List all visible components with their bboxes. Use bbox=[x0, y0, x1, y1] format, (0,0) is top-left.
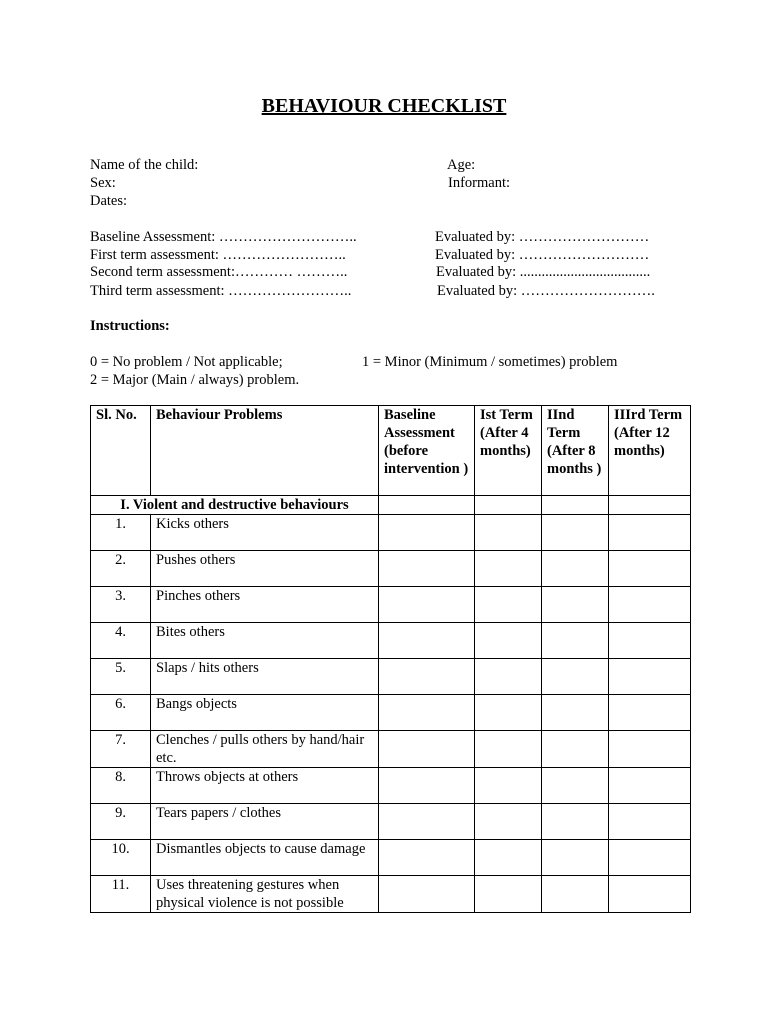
col-header-sl-no: Sl. No. bbox=[91, 406, 151, 496]
table-cell bbox=[379, 496, 475, 515]
term-3-cell bbox=[609, 876, 691, 913]
baseline-assessment-label: Baseline Assessment: ……………………….. bbox=[90, 229, 357, 245]
term-1-cell bbox=[475, 659, 542, 695]
baseline-cell bbox=[379, 587, 475, 623]
behaviour-description: Bites others bbox=[151, 623, 379, 659]
term-3-cell bbox=[609, 515, 691, 551]
table-row bbox=[91, 659, 691, 695]
baseline-cell bbox=[379, 840, 475, 876]
table-header-row bbox=[91, 406, 691, 496]
first-term-assessment-label: First term assessment: …………………….. bbox=[90, 247, 346, 263]
behaviour-description: Pinches others bbox=[151, 587, 379, 623]
second-term-assessment-label: Second term assessment:………… ……….. bbox=[90, 264, 348, 280]
table-cell bbox=[542, 496, 609, 515]
row-number: 3. bbox=[91, 587, 151, 623]
scale-one: 1 = Minor (Minimum / sometimes) problem bbox=[362, 354, 618, 370]
row-number: 9. bbox=[91, 804, 151, 840]
table-row bbox=[91, 840, 691, 876]
behaviour-description: Bangs objects bbox=[151, 695, 379, 731]
term-1-cell bbox=[475, 876, 542, 913]
term-2-cell bbox=[542, 695, 609, 731]
third-term-evaluated-label: Evaluated by: ………………………. bbox=[437, 283, 655, 299]
term-3-cell bbox=[609, 731, 691, 768]
term-2-cell bbox=[542, 768, 609, 804]
sex-label: Sex: bbox=[90, 175, 116, 191]
scale-two: 2 = Major (Main / always) problem. bbox=[90, 372, 300, 388]
child-name-label: Name of the child: bbox=[90, 157, 199, 173]
informant-label: Informant: bbox=[448, 175, 511, 191]
baseline-cell bbox=[379, 876, 475, 913]
baseline-cell bbox=[379, 515, 475, 551]
term-3-cell bbox=[609, 695, 691, 731]
age-label: Age: bbox=[447, 157, 476, 173]
section-row bbox=[91, 496, 691, 515]
section-label: I. Violent and destructive behaviours bbox=[91, 496, 379, 515]
term-2-cell bbox=[542, 623, 609, 659]
col-header-term-2: IInd Term (After 8 months ) bbox=[542, 406, 609, 496]
baseline-evaluated-label: Evaluated by: ……………………… bbox=[435, 229, 650, 245]
term-2-cell bbox=[542, 551, 609, 587]
behaviour-description: Kicks others bbox=[151, 515, 379, 551]
term-3-cell bbox=[609, 551, 691, 587]
row-number: 8. bbox=[91, 768, 151, 804]
term-2-cell bbox=[542, 587, 609, 623]
term-3-cell bbox=[609, 587, 691, 623]
row-number: 10. bbox=[91, 840, 151, 876]
baseline-cell bbox=[379, 695, 475, 731]
table-row bbox=[91, 804, 691, 840]
term-1-cell bbox=[475, 840, 542, 876]
row-number: 6. bbox=[91, 695, 151, 731]
col-header-term-1: Ist Term (After 4 months) bbox=[475, 406, 542, 496]
col-header-term-3: IIIrd Term (After 12 months) bbox=[609, 406, 691, 496]
row-number: 5. bbox=[91, 659, 151, 695]
term-2-cell bbox=[542, 840, 609, 876]
term-1-cell bbox=[475, 515, 542, 551]
row-number: 4. bbox=[91, 623, 151, 659]
term-2-cell bbox=[542, 804, 609, 840]
term-3-cell bbox=[609, 804, 691, 840]
table-row bbox=[91, 515, 691, 551]
term-1-cell bbox=[475, 768, 542, 804]
baseline-cell bbox=[379, 768, 475, 804]
term-3-cell bbox=[609, 768, 691, 804]
col-header-behaviour: Behaviour Problems bbox=[151, 406, 379, 496]
third-term-assessment-label: Third term assessment: …………………….. bbox=[90, 283, 352, 299]
baseline-cell bbox=[379, 659, 475, 695]
behaviour-table bbox=[90, 405, 691, 913]
term-1-cell bbox=[475, 623, 542, 659]
term-1-cell bbox=[475, 731, 542, 768]
term-1-cell bbox=[475, 551, 542, 587]
second-term-evaluated-label: Evaluated by: .................................... bbox=[436, 264, 651, 280]
term-2-cell bbox=[542, 731, 609, 768]
table-row bbox=[91, 731, 691, 768]
dates-label: Dates: bbox=[90, 193, 128, 209]
behaviour-description: Clenches / pulls others by hand/hair etc. bbox=[151, 731, 379, 768]
term-1-cell bbox=[475, 587, 542, 623]
term-1-cell bbox=[475, 804, 542, 840]
term-3-cell bbox=[609, 840, 691, 876]
table-row bbox=[91, 695, 691, 731]
term-2-cell bbox=[542, 876, 609, 913]
behaviour-description: Slaps / hits others bbox=[151, 659, 379, 695]
baseline-cell bbox=[379, 551, 475, 587]
instructions-heading: Instructions: bbox=[90, 318, 170, 334]
table-row bbox=[91, 876, 691, 913]
table-row bbox=[91, 587, 691, 623]
row-number: 1. bbox=[91, 515, 151, 551]
behaviour-description: Uses threatening gestures when physical violence is not possible bbox=[151, 876, 379, 913]
behaviour-description: Pushes others bbox=[151, 551, 379, 587]
behaviour-description: Dismantles objects to cause damage bbox=[151, 840, 379, 876]
row-number: 7. bbox=[91, 731, 151, 768]
term-1-cell bbox=[475, 695, 542, 731]
table-cell bbox=[609, 496, 691, 515]
behaviour-description: Throws objects at others bbox=[151, 768, 379, 804]
term-2-cell bbox=[542, 659, 609, 695]
scale-zero: 0 = No problem / Not applicable; bbox=[90, 354, 283, 370]
table-row bbox=[91, 768, 691, 804]
table-row bbox=[91, 623, 691, 659]
first-term-evaluated-label: Evaluated by: ……………………… bbox=[435, 247, 650, 263]
term-3-cell bbox=[609, 659, 691, 695]
baseline-cell bbox=[379, 731, 475, 768]
col-header-baseline: Baseline Assessment (before intervention ) bbox=[379, 406, 475, 496]
behaviour-description: Tears papers / clothes bbox=[151, 804, 379, 840]
baseline-cell bbox=[379, 623, 475, 659]
row-number: 2. bbox=[91, 551, 151, 587]
page-title: BEHAVIOUR CHECKLIST bbox=[261, 95, 507, 117]
term-3-cell bbox=[609, 623, 691, 659]
table-cell bbox=[475, 496, 542, 515]
term-2-cell bbox=[542, 515, 609, 551]
baseline-cell bbox=[379, 804, 475, 840]
table-row bbox=[91, 551, 691, 587]
row-number: 11. bbox=[91, 876, 151, 913]
